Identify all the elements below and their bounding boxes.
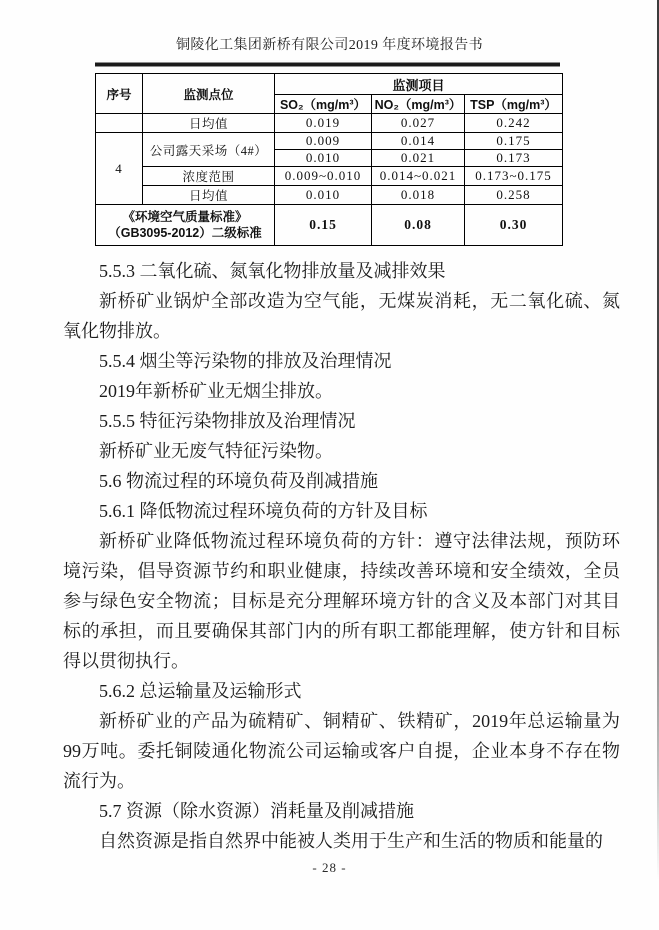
table-row: [96, 114, 563, 133]
monitoring-table: [95, 73, 563, 246]
section-heading-5-7: 5.7 资源（除水资源）消耗量及削减措施: [99, 801, 414, 821]
cell-tsp: 0.258: [465, 186, 563, 205]
cell-standard-tsp: 0.30: [465, 205, 563, 246]
cell-no2: 0.018: [372, 186, 465, 205]
paragraph: 新桥矿业的产品为硫精矿、铜精矿、铁精矿，2019年总运输量为99万吨。委托铜陵通化物流公司运输或客户自提，企业本身不存在物流行为。: [63, 711, 620, 791]
paragraph: 2019年新桥矿业无烟尘排放。: [99, 381, 333, 401]
cell-standard-so2: 0.15: [275, 205, 372, 246]
body-content: [63, 256, 620, 856]
table-row: [96, 167, 563, 186]
standard-row: [96, 205, 563, 246]
cell-so2: 0.009: [275, 133, 372, 150]
section-heading-5-6: 5.6 物流过程的环境负荷及削减措施: [99, 471, 378, 491]
cell-standard-label: 《环境空气质量标准》（GB3095-2012）二级标准: [96, 205, 275, 246]
cell-seq: 4: [96, 133, 143, 205]
section-heading-5-6-1: 5.6.1 降低物流过程环境负荷的方针及目标: [99, 501, 428, 521]
cell-tsp: 0.173~0.175: [465, 167, 563, 186]
cell-standard-no2: 0.08: [372, 205, 465, 246]
col-header-so2: SO₂（mg/m³）: [275, 95, 372, 114]
cell-so2: 0.019: [275, 114, 372, 133]
section-heading-5-6-2: 5.6.2 总运输量及运输形式: [99, 681, 302, 701]
section-heading-5-5-3: 5.5.3 二氧化硫、氮氧化物排放量及减排效果: [99, 261, 446, 281]
col-header-site: 监测点位: [143, 74, 275, 114]
cell-no2: 0.014: [372, 133, 465, 150]
col-header-items-group: 监测项目: [275, 74, 563, 95]
section-heading-5-5-4: 5.5.4 烟尘等污染物的排放及治理情况: [99, 351, 392, 371]
cell-no2: 0.027: [372, 114, 465, 133]
paragraph: 新桥矿业锅炉全部改造为空气能，无煤炭消耗，无二氧化硫、氮氧化物排放。: [63, 291, 620, 341]
paragraph: 新桥矿业降低物流过程环境负荷的方针：遵守法律法规，预防环境污染，倡导资源节约和职业健康，持续改善环境和安全绩效，全员参与绿色安全物流；目标是充分理解环境方针的含义及本部门对其目标的承担，而且要确保其部门内的所有职工都能理解，使方针和目标得以贯彻执行。: [63, 531, 620, 671]
col-header-no2: NO₂（mg/m³）: [372, 95, 465, 114]
cell-tsp: 0.242: [465, 114, 563, 133]
cell-so2: 0.010: [275, 150, 372, 167]
cell-site: 日均值: [143, 186, 275, 205]
cell-site: 日均值: [143, 114, 275, 133]
cell-site: 公司露天采场（4#）: [143, 133, 275, 167]
cell-no2: 0.014~0.021: [372, 167, 465, 186]
col-header-seq: 序号: [96, 74, 143, 114]
cell-tsp: 0.173: [465, 150, 563, 167]
page-number: - 28 -: [312, 860, 347, 875]
table-row: [96, 133, 563, 150]
table-row: [96, 186, 563, 205]
paragraph: 自然资源是指自然界中能被人类用于生产和生活的物质和能量的: [99, 831, 603, 851]
cell-no2: 0.021: [372, 150, 465, 167]
paragraph: 新桥矿业无废气特征污染物。: [99, 441, 333, 461]
col-header-tsp: TSP（mg/m³）: [465, 95, 563, 114]
header-rule: [95, 62, 560, 67]
page-header-title: 铜陵化工集团新桥有限公司2019 年度环境报告书: [175, 38, 484, 53]
cell-site: 浓度范围: [143, 167, 275, 186]
section-heading-5-5-5: 5.5.5 特征污染物排放及治理情况: [99, 411, 356, 431]
cell-tsp: 0.175: [465, 133, 563, 150]
cell-seq: [96, 114, 143, 133]
cell-so2: 0.010: [275, 186, 372, 205]
cell-so2: 0.009~0.010: [275, 167, 372, 186]
